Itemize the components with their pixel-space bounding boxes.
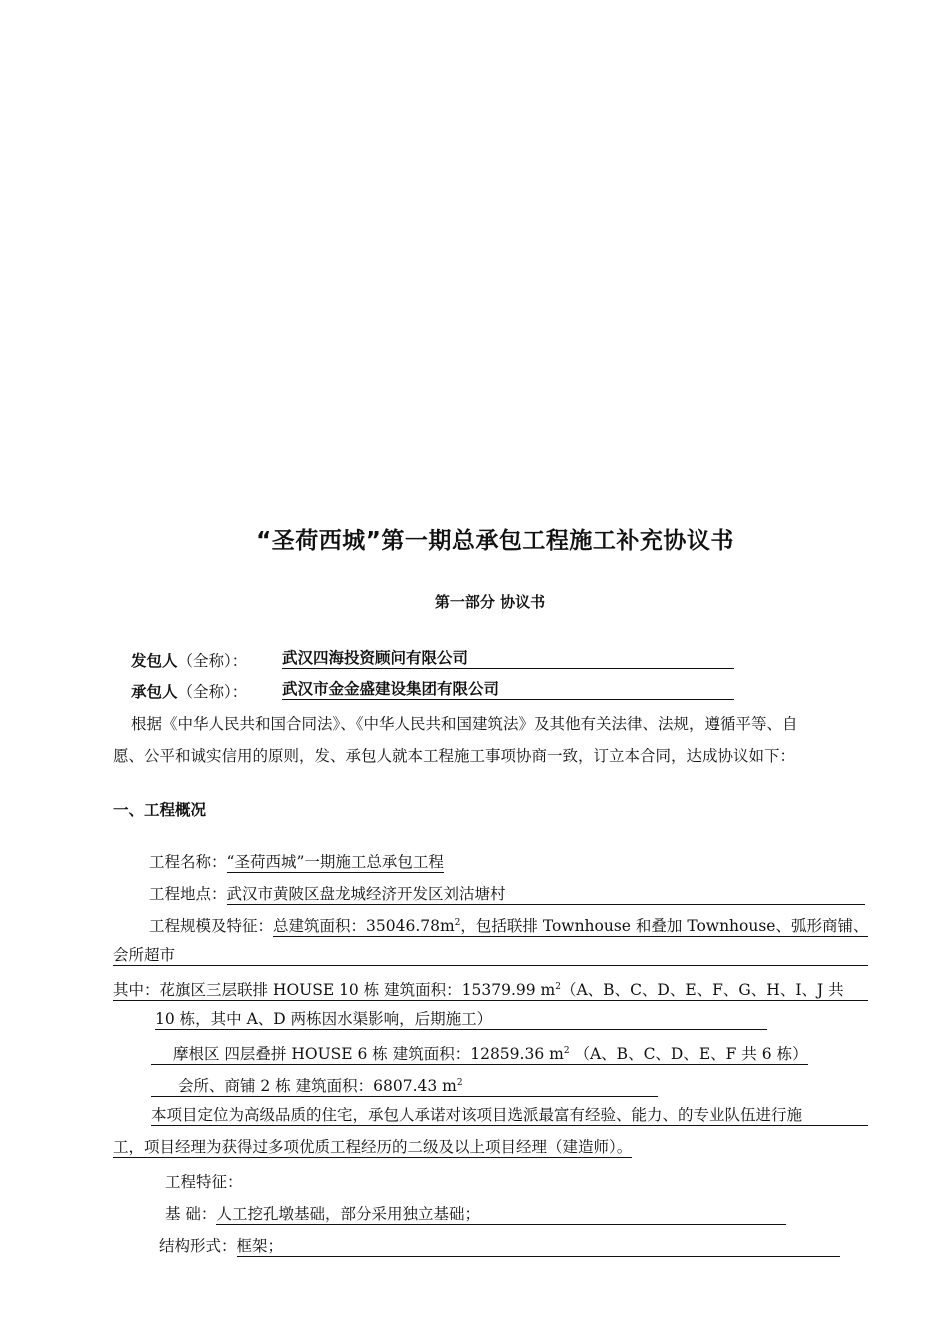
scale-line-2-row <box>113 946 868 966</box>
detail-1-line <box>113 978 868 1001</box>
contractor-name: 武汉市金金盛建设集团有限公司 <box>282 680 734 700</box>
scale-area-rest: ，包括联排 Townhouse 和叠加 Townhouse、弧形商铺、 <box>460 917 869 936</box>
section-1-heading: 一、工程概况 <box>113 801 207 819</box>
project-location-row <box>149 882 865 905</box>
detail-3-line <box>151 1074 658 1097</box>
detail-1-row <box>113 978 868 1001</box>
detail-3-a: 会所、商铺 2 栋 建筑面积：6807.43 m <box>178 1077 457 1096</box>
features-label: 工程特征： <box>165 1173 243 1191</box>
foundation-label: 基 础： <box>165 1205 217 1223</box>
scale-line-1 <box>273 914 868 937</box>
employer-row <box>131 649 247 671</box>
positioning-row-1 <box>151 1106 868 1126</box>
document-title: “圣荷西城”第一期总承包工程施工补充协议书 <box>256 528 734 554</box>
positioning-line-2: 工，项目经理为获得过多项优质工程经历的二级及以上项目经理（建造师）。 <box>113 1138 633 1156</box>
employer-name-field <box>282 649 734 669</box>
scale-line-2: 会所超市 <box>113 946 868 966</box>
scale-label: 工程规模及特征： <box>149 917 274 936</box>
detail-2-line <box>151 1042 808 1065</box>
positioning-row-2 <box>113 1138 632 1158</box>
scale-row <box>149 914 868 937</box>
employer-fullname-label: （全称）： <box>177 652 248 670</box>
scale-area: 总建筑面积：35046.78m <box>273 917 455 936</box>
foundation-row <box>165 1202 786 1225</box>
detail-1-b: （A、B、C、D、E、F、G、H、I、J 共 <box>560 981 844 1000</box>
detail-1-a: 其中：花旗区三层联排 HOUSE 10 栋 建筑面积：15379.99 m <box>113 981 556 1000</box>
contractor-name-field <box>282 680 734 700</box>
contractor-row <box>131 680 247 702</box>
project-name-label: 工程名称： <box>149 853 227 871</box>
project-location-label: 工程地点： <box>149 885 227 903</box>
detail-1-c: 10 栋，其中 A、D 两栋因水渠影响，后期施工） <box>155 1010 767 1030</box>
structure-value: 框架； <box>237 1237 840 1257</box>
structure-row <box>159 1234 840 1257</box>
detail-2-b: （A、B、C、D、E、F 共 6 栋） <box>574 1045 808 1064</box>
document-subtitle: 第一部分 协议书 <box>434 593 546 611</box>
employer-label: 发包人 <box>131 652 178 670</box>
detail-2-row <box>151 1042 808 1065</box>
detail-1c-row <box>155 1010 767 1030</box>
foundation-value: 人工挖孔墩基础，部分采用独立基础； <box>216 1205 786 1225</box>
project-location: 武汉市黄陂区盘龙城经济开发区刘沽塘村 <box>227 885 865 905</box>
detail-3-row <box>151 1074 658 1097</box>
project-name: “圣荷西城”一期施工总承包工程 <box>226 853 444 871</box>
scale-area-sup: 2 <box>454 918 461 928</box>
detail-1-sup: 2 <box>555 982 561 992</box>
detail-3-sup: 2 <box>456 1078 463 1088</box>
project-name-row <box>149 850 444 873</box>
contractor-label: 承包人 <box>131 683 178 701</box>
contractor-fullname-label: （全称）： <box>177 683 248 701</box>
detail-2-sup: 2 <box>563 1046 570 1056</box>
preamble-line-2: 愿、公平和诚实信用的原则，发、承包人就本工程施工事项协商一致，订立本合同，达成协议如下： <box>113 747 796 765</box>
detail-2-a: 摩根区 四层叠拼 HOUSE 6 栋 建筑面积：12859.36 m <box>173 1045 564 1064</box>
preamble-line-1: 根据《中华人民共和国合同法》、《中华人民共和国建筑法》及其他有关法律、法规，遵循平等、自 <box>131 715 798 733</box>
employer-name: 武汉四海投资顾问有限公司 <box>282 649 734 669</box>
structure-label: 结构形式： <box>159 1237 237 1255</box>
positioning-line-1: 本项目定位为高级品质的住宅，承包人承诺对该项目选派最富有经验、能力、的专业队伍进行施 <box>151 1106 868 1126</box>
